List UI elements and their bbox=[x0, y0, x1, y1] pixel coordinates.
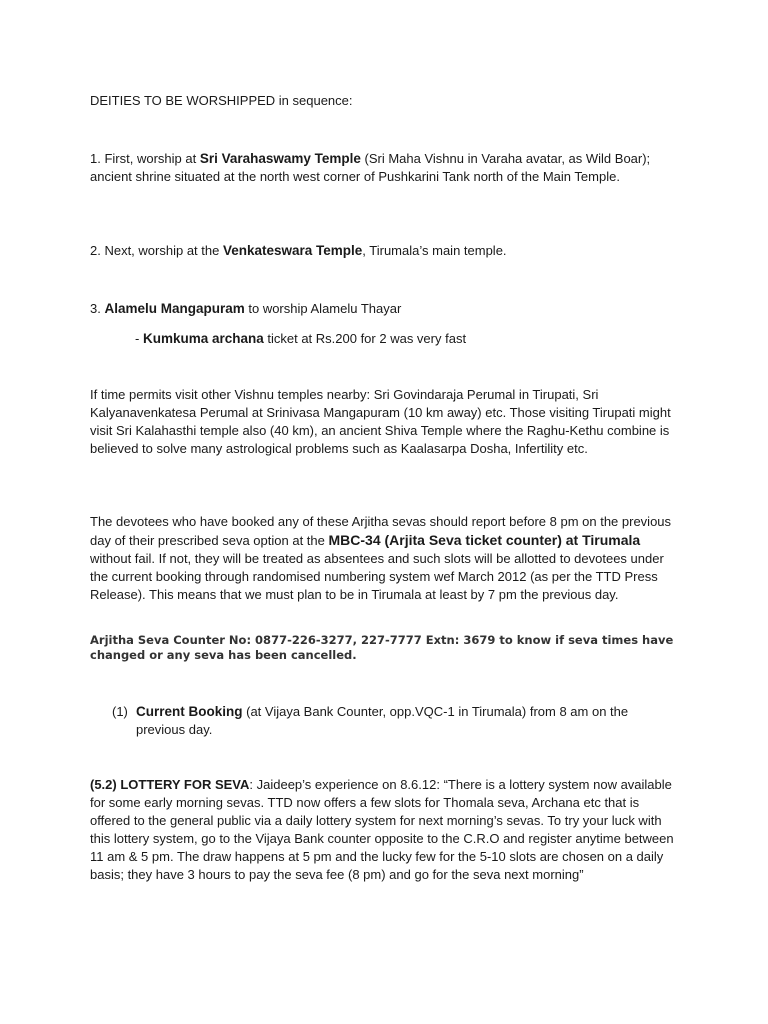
section-heading bbox=[90, 92, 680, 110]
current-booking-text bbox=[136, 703, 666, 739]
item3-sub-description: ticket at Rs.200 for 2 was very fast bbox=[263, 331, 467, 346]
item3-temple-name: Alamelu Mangapuram bbox=[104, 301, 245, 316]
item2-temple-name: Venkateswara Temple bbox=[222, 243, 363, 258]
devotees-paragraph bbox=[90, 513, 680, 604]
deity-item-3-sub bbox=[90, 330, 680, 348]
item2-description: , Tirumala’s main temple. bbox=[362, 243, 507, 258]
deity-item-1 bbox=[90, 150, 680, 186]
other-temples-paragraph: If time permits visit other Vishnu temples nearby: Sri Govindaraja Perumal in Tirupati, Sri Kalyanavenkatesa Perumal at Srinivasa Mangapuram (10 km away) etc. Those visiting Tirupati might visit Sri Kalahasthi temple also (40 km), an ancient Shiva Temple where the Raghu-Kethu combine is believed to solve many astrological problems such as Kaalasarpa Dosha, Infertility etc. bbox=[90, 387, 671, 456]
counter-note: Arjitha Seva Counter No: 0877-226-3277, 227-7777 Extn: 3679 to know if seva times have changed or any seva has been cancelled. bbox=[90, 633, 674, 662]
item1-temple-name: Sri Varahaswamy Temple bbox=[199, 151, 361, 166]
devotees-counter-bold: MBC-34 (Arjita Seva ticket counter) at Tirumala bbox=[328, 532, 641, 548]
lottery-title: (5.2) LOTTERY FOR SEVA bbox=[90, 777, 250, 792]
item3-prefix: 3. bbox=[90, 301, 105, 316]
item3-sub-prefix: - bbox=[135, 331, 143, 346]
current-booking-number: (1) bbox=[112, 704, 128, 719]
current-booking-title: Current Booking bbox=[136, 704, 243, 719]
item1-description: (Sri Maha Vishnu in Varaha avatar, as Wild Boar); ancient shrine situated at the north west corner of Pushkarini Tank north of the Main Temple. bbox=[90, 151, 651, 184]
deity-item-3 bbox=[90, 300, 680, 318]
devotees-text-1: The devotees who have booked any of these Arjitha sevas should report before 8 pm on the previous day of their prescribed seva option at the bbox=[90, 514, 672, 548]
lottery-paragraph bbox=[90, 776, 680, 884]
deity-item-2 bbox=[90, 242, 680, 260]
item3-description: to worship Alamelu Thayar bbox=[244, 301, 402, 316]
lottery-description: : Jaideep’s experience on 8.6.12: “There is a lottery system now available for some early morning sevas. TTD now offers a few slots for Thomala seva, Archana etc that is offered to the general public via a daily lottery system for next morning’s sevas. To try your luck with this lottery system, go to the Vijaya Bank counter opposite to the C.R.O and register anytime between 11 am & 5 pm. The draw happens at 5 pm and the lucky few for the 5-10 slots are chosen on a daily basis; they have 3 hours to pay the seva fee (8 pm) and go for the seva next morning” bbox=[90, 777, 674, 882]
section-heading-text: DEITIES TO BE WORSHIPPED in sequence: bbox=[90, 93, 353, 108]
current-booking-description: (at Vijaya Bank Counter, opp.VQC-1 in Tirumala) from 8 am on the previous day. bbox=[136, 704, 629, 737]
current-booking-item bbox=[90, 703, 680, 739]
devotees-text-2: without fail. If not, they will be treated as absentees and such slots will be allotted to devotees under the current booking through randomised numbering system wef March 2012 (as per the TTD Press Release). This means that we must plan to be in Tirumala at least by 7 pm the previous day. bbox=[90, 551, 664, 602]
item2-prefix: 2. Next, worship at the bbox=[90, 243, 223, 258]
item3-sub-name: Kumkuma archana bbox=[142, 331, 264, 346]
item1-prefix: 1. First, worship at bbox=[90, 151, 200, 166]
